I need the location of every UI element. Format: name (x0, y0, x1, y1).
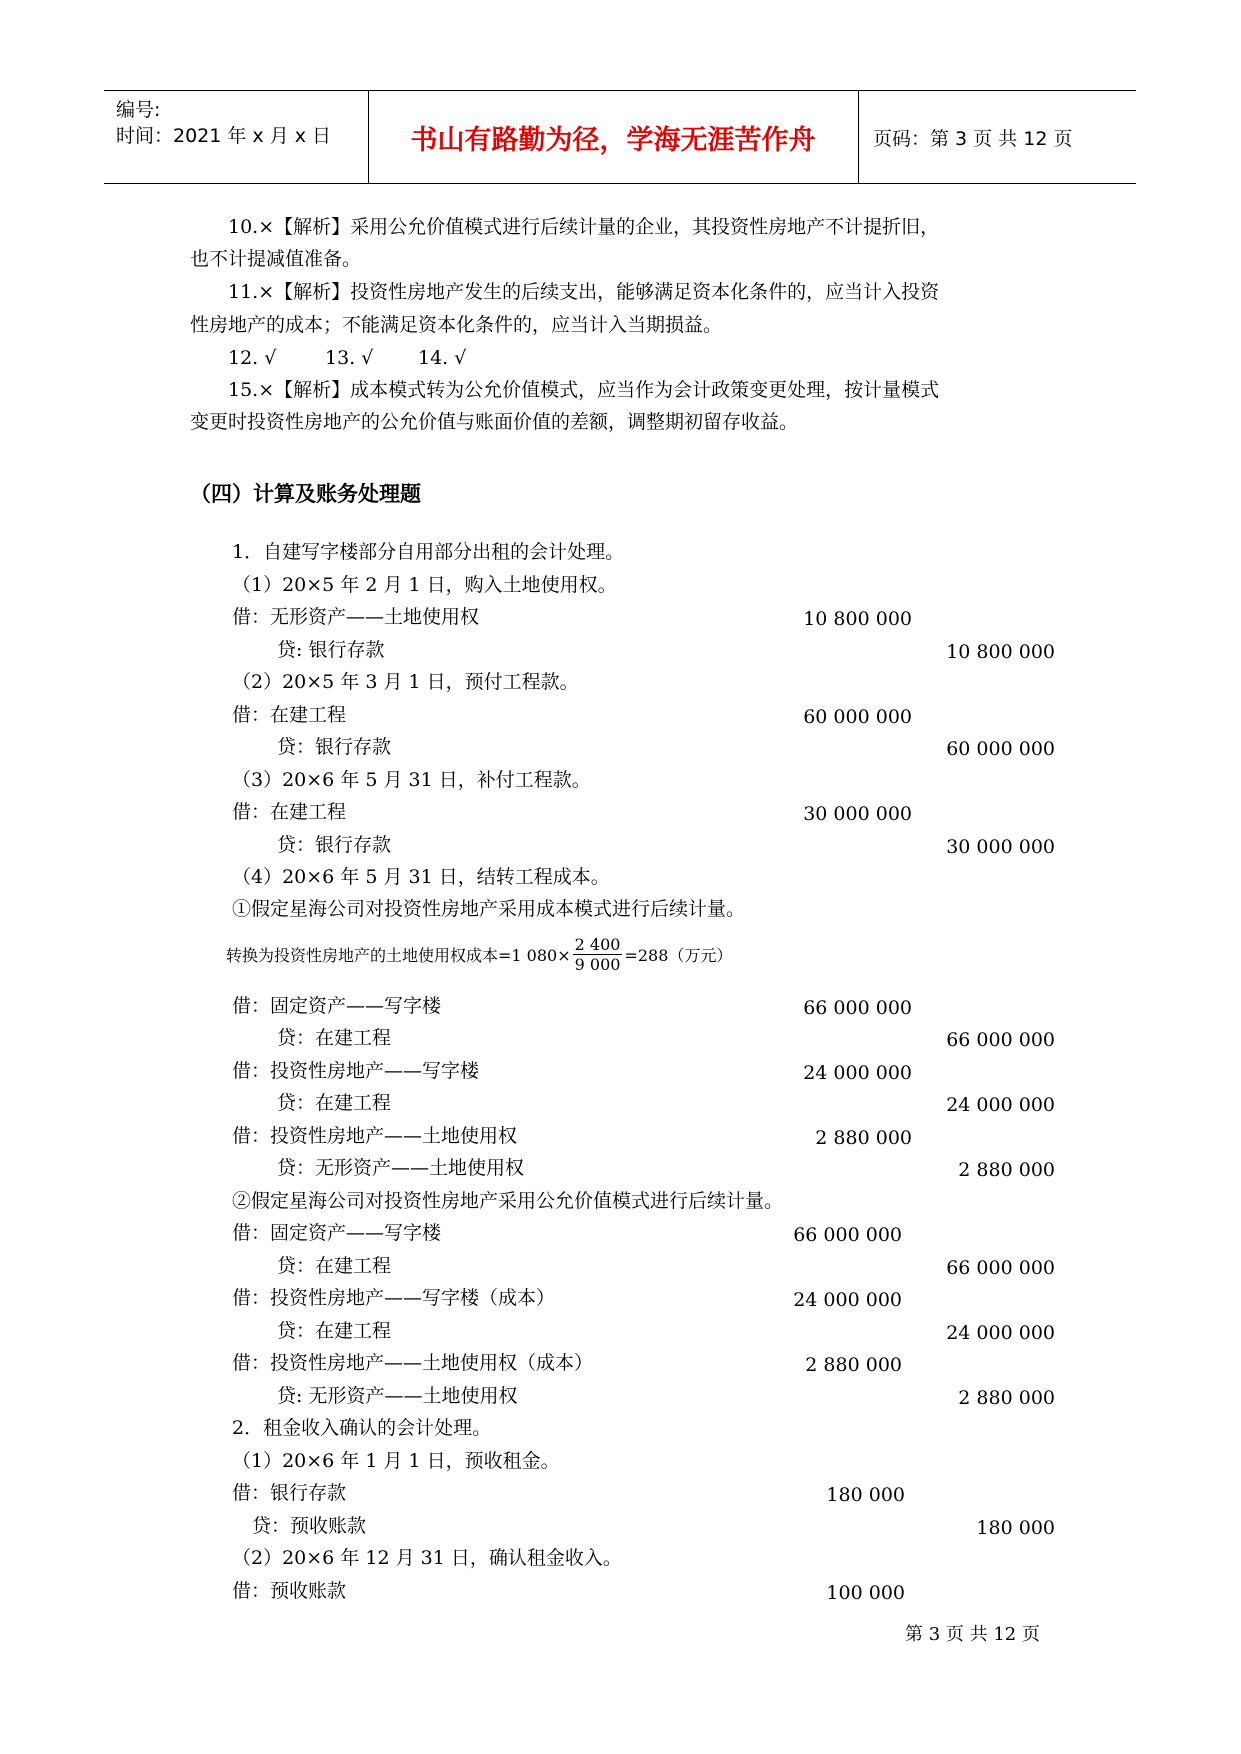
q2-step2: （2）20×6 年 12 月 31 日，确认租金收入。 (232, 1547, 622, 1569)
q1-e3-debit-amount: 30 000 000 (803, 803, 912, 825)
header-motto: 书山有路勤为径，学海无涯苦作舟 (368, 91, 859, 183)
q2-title: 2．租金收入确认的会计处理。 (232, 1417, 492, 1439)
q1-formula (226, 935, 732, 974)
answer-15-line1: 15.×【解析】成本模式转为公允价值模式，应当作为会计政策变更处理，按计量模式 (228, 379, 940, 401)
formula-prefix: 转换为投资性房地产的土地使用权成本=1 080× (226, 946, 571, 965)
q1-e9-credit-amount: 2 880 000 (958, 1387, 1055, 1409)
q2-e1-debit-amount: 180 000 (826, 1484, 905, 1506)
q1-e9-debit-amount: 2 880 000 (805, 1354, 902, 1376)
q1-e9-debit: 借：投资性房地产——土地使用权（成本） (232, 1352, 594, 1374)
q1-e4-debit: 借：固定资产——写字楼 (232, 995, 442, 1017)
q1-e1-credit-amount: 10 800 000 (946, 641, 1055, 663)
q1-e6-credit: 贷：无形资产——土地使用权 (277, 1157, 525, 1179)
q1-e5-credit: 贷：在建工程 (277, 1092, 392, 1114)
q1-e9-credit: 贷: 无形资产——土地使用权 (277, 1385, 518, 1407)
q2-e1-credit: 贷：预收账款 (252, 1515, 367, 1537)
q1-e7-debit: 借：固定资产——写字楼 (232, 1222, 442, 1244)
page-footer: 第 3 页 共 12 页 (905, 1624, 1040, 1645)
q2-e2-debit: 借：预收账款 (232, 1580, 347, 1602)
q1-e3-credit-amount: 30 000 000 (946, 836, 1055, 858)
q1-title: 1．自建写字楼部分自用部分出租的会计处理。 (232, 541, 625, 563)
q1-e2-debit-amount: 60 000 000 (803, 706, 912, 728)
answer-11-line2: 性房地产的成本；不能满足资本化条件的，应当计入当期损益。 (190, 314, 723, 336)
formula-fraction (573, 935, 623, 974)
q1-e5-debit-amount: 24 000 000 (803, 1062, 912, 1084)
formula-numerator: 2 400 (574, 935, 621, 954)
answer-11-line1: 11.×【解析】投资性房地产发生的后续支出，能够满足资本化条件的，应当计入投资 (228, 281, 940, 303)
q1-e3-debit: 借：在建工程 (232, 801, 347, 823)
number-label: 编号: (116, 99, 161, 121)
q1-e8-credit-amount: 24 000 000 (946, 1322, 1055, 1344)
q1-e4-credit: 贷：在建工程 (277, 1027, 392, 1049)
q1-e7-credit: 贷：在建工程 (277, 1255, 392, 1277)
page-header (104, 90, 1136, 184)
q1-step2: （2）20×5 年 3 月 1 日，预付工程款。 (232, 671, 579, 693)
answer-10-line1: 10.×【解析】采用公允价值模式进行后续计量的企业，其投资性房地产不计提折旧， (228, 216, 940, 238)
q2-e2-debit-amount: 100 000 (826, 1582, 905, 1604)
q1-e5-debit: 借：投资性房地产——写字楼 (232, 1060, 480, 1082)
section-title: （四）计算及账务处理题 (190, 482, 421, 506)
q1-e1-credit: 贷: 银行存款 (277, 639, 385, 661)
q2-step1: （1）20×6 年 1 月 1 日，预收租金。 (232, 1450, 560, 1472)
q1-e8-credit: 贷：在建工程 (277, 1320, 392, 1342)
header-page-info: 页码：第 3 页 共 12 页 (873, 127, 1073, 150)
q1-e2-credit-amount: 60 000 000 (946, 738, 1055, 760)
q1-e8-debit: 借：投资性房地产——写字楼（成本） (232, 1287, 556, 1309)
q1-e3-credit: 贷：银行存款 (277, 834, 392, 856)
formula-denominator: 9 000 (574, 955, 621, 974)
q1-e4-credit-amount: 66 000 000 (946, 1029, 1055, 1051)
q1-step3: （3）20×6 年 5 月 31 日，补付工程款。 (232, 769, 591, 791)
q1-step1: （1）20×5 年 2 月 1 日，购入土地使用权。 (232, 574, 617, 596)
time-label: 时间：2021 年 x 月 x 日 (116, 125, 332, 147)
q1-case2: ②假定星海公司对投资性房地产采用公允价值模式进行后续计量。 (232, 1190, 784, 1212)
q2-e1-debit: 借：银行存款 (232, 1482, 347, 1504)
answer-13: 13. √ (325, 347, 374, 369)
q1-step4: （4）20×6 年 5 月 31 日，结转工程成本。 (232, 866, 610, 888)
q1-e1-debit-amount: 10 800 000 (803, 608, 912, 630)
answer-14: 14. √ (418, 347, 467, 369)
q1-e7-debit-amount: 66 000 000 (793, 1224, 902, 1246)
q1-e5-credit-amount: 24 000 000 (946, 1094, 1055, 1116)
q1-e1-debit: 借：无形资产——土地使用权 (232, 606, 480, 628)
q2-e1-credit-amount: 180 000 (976, 1517, 1055, 1539)
q1-e8-debit-amount: 24 000 000 (793, 1289, 902, 1311)
q1-e6-debit: 借：投资性房地产——土地使用权 (232, 1125, 518, 1147)
q1-e4-debit-amount: 66 000 000 (803, 997, 912, 1019)
answer-15-line2: 变更时投资性房地产的公允价值与账面价值的差额，调整期初留存收益。 (190, 411, 799, 433)
header-meta (104, 91, 369, 183)
q1-e6-debit-amount: 2 880 000 (815, 1127, 912, 1149)
q1-e7-credit-amount: 66 000 000 (946, 1257, 1055, 1279)
q1-e2-credit: 贷：银行存款 (277, 736, 392, 758)
q1-e6-credit-amount: 2 880 000 (958, 1159, 1055, 1181)
q1-e2-debit: 借：在建工程 (232, 704, 347, 726)
formula-suffix: =288（万元） (624, 946, 733, 965)
answer-10-line2: 也不计提减值准备。 (190, 248, 362, 270)
answer-12: 12. √ (228, 347, 277, 369)
q1-case1: ①假定星海公司对投资性房地产采用成本模式进行后续计量。 (232, 898, 746, 920)
